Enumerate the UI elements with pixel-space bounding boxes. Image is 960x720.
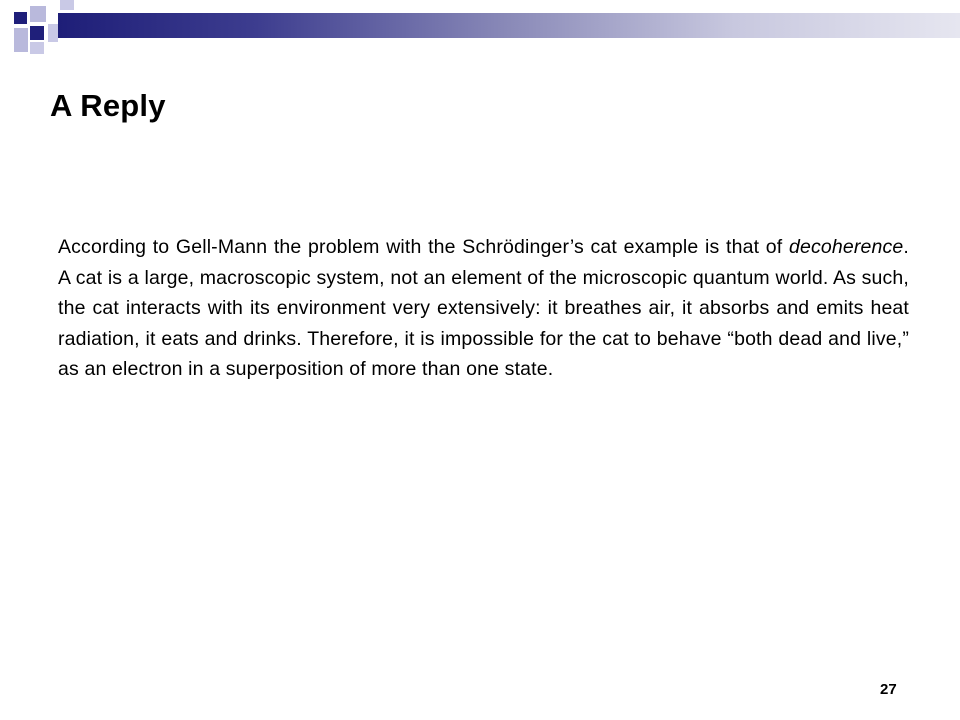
decorative-square	[30, 26, 44, 40]
emphasized-term: decoherence	[789, 236, 904, 258]
decorative-square	[60, 0, 74, 10]
header-gradient-bar	[58, 13, 960, 38]
decorative-square	[30, 42, 44, 54]
decorative-square	[14, 12, 27, 24]
body-text-part-1: According to Gell-Mann the problem with the Schrödinger’s cat example is that of	[58, 236, 790, 258]
body-paragraph	[58, 232, 909, 385]
decorative-square	[14, 28, 28, 52]
decorative-square	[48, 24, 58, 42]
decorative-square	[30, 6, 46, 22]
body-text-part-2: . A cat is a large, macroscopic system, not an element of the microscopic quantum world. As such, the cat interacts with its environment very extensively: it breathes air, it absorbs and emits heat radiation, it eats and drinks. Therefore, it is impossible for the cat to behave “both dead and live,” as an electron in a superposition of more than one state.	[58, 236, 909, 380]
slide-title: A Reply	[50, 88, 166, 123]
slide-number: 27	[880, 681, 897, 698]
